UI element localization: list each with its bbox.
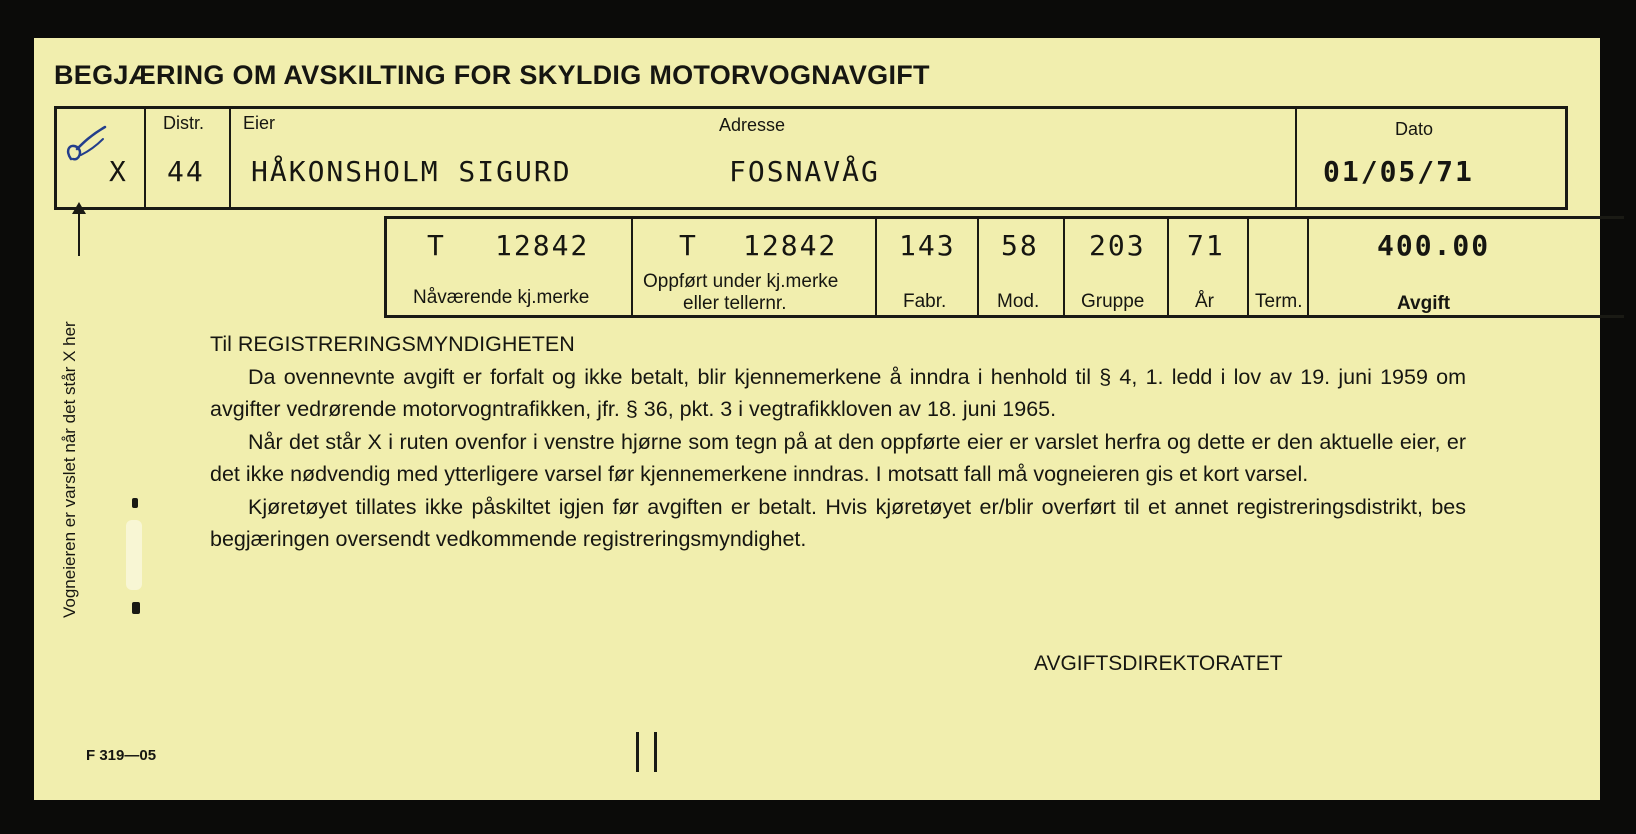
divider	[1063, 219, 1065, 315]
divider	[977, 219, 979, 315]
mod-value: 58	[1001, 229, 1039, 262]
address-label: Adresse	[719, 115, 786, 135]
current-plate-prefix: T	[427, 229, 446, 262]
letter-paragraph: Da ovennevnte avgift er forfalt og ikke betalt, blir kjennemerkene å inndra i henhold til § 4, 1. ledd i lov av 19. juni 1959 om avgifter vedrørende motorvogntrafikken, jfr. § 36, pkt. 3 i vegtrafikkloven av 18. juni 1965.	[210, 364, 1466, 421]
year-label: År	[1195, 291, 1214, 312]
vehicle-row	[384, 216, 1624, 318]
date-value: 01/05/71	[1323, 155, 1474, 188]
divider	[1247, 219, 1249, 315]
letter-heading: Til REGISTRERINGSMYNDIGHETEN	[210, 332, 575, 356]
letter-body	[210, 328, 1466, 556]
tear-mark	[654, 732, 657, 772]
divider	[229, 109, 231, 207]
term-label: Term.	[1255, 291, 1303, 312]
divider	[144, 109, 146, 207]
arrow-line	[78, 206, 80, 256]
owner-value: HÅKONSHOLM SIGURD	[251, 155, 572, 188]
form-number: F 319—05	[86, 747, 157, 764]
owner-row	[54, 106, 1568, 210]
current-plate-value: 12842	[495, 229, 590, 262]
registered-plate-prefix: T	[679, 229, 698, 262]
mod-label: Mod.	[997, 291, 1040, 312]
fee-label: Avgift	[1397, 293, 1451, 314]
divider	[1295, 109, 1297, 207]
notified-mark: X	[109, 155, 128, 188]
tear-mark	[636, 732, 639, 772]
fee-value: 400.00	[1377, 229, 1491, 262]
owner-label: Eier	[243, 113, 276, 133]
registered-plate-value: 12842	[743, 229, 838, 262]
punch-hole	[126, 490, 142, 620]
divider	[1167, 219, 1169, 315]
address-value: FOSNAVÅG	[729, 155, 880, 188]
signature: AVGIFTSDIREKTORATET	[1034, 652, 1283, 675]
letter-paragraph: Kjøretøyet tillates ikke påskiltet igjen før avgiften er betalt. Hvis kjøretøyet er/blir overført til et annet registreringsdistrikt, bes begjæringen oversendt vedkommende registreringsmyndighet.	[210, 494, 1466, 551]
registered-plate-label-2: eller tellernr.	[683, 293, 787, 314]
fabr-label: Fabr.	[903, 291, 947, 312]
handwritten-initials-icon	[61, 117, 111, 173]
letter-paragraph: Når det står X i ruten ovenfor i venstre hjørne som tegn på at den oppførte eier er varslet herfra og dette er den aktuelle eier, er det ikke nødvendig med ytterligere varsel før kjennemerkene inndras. I motsatt fall må vogneieren gis et kort varsel.	[210, 429, 1466, 486]
fee-request-form	[34, 38, 1600, 800]
district-label: Distr.	[163, 113, 205, 133]
side-note: Vogneieren er varslet når det står X her	[60, 321, 79, 618]
date-label: Dato	[1395, 119, 1434, 139]
gruppe-value: 203	[1089, 229, 1146, 262]
divider	[631, 219, 633, 315]
year-value: 71	[1187, 229, 1225, 262]
divider	[875, 219, 877, 315]
current-plate-label: Nåværende kj.merke	[413, 287, 590, 308]
gruppe-label: Gruppe	[1081, 291, 1145, 312]
form-title: BEGJÆRING OM AVSKILTING FOR SKYLDIG MOTORVOGNAVGIFT	[54, 60, 930, 90]
fabr-value: 143	[899, 229, 956, 262]
registered-plate-label: Oppført under kj.merke	[643, 271, 839, 292]
district-value: 44	[167, 155, 205, 188]
divider	[1307, 219, 1309, 315]
